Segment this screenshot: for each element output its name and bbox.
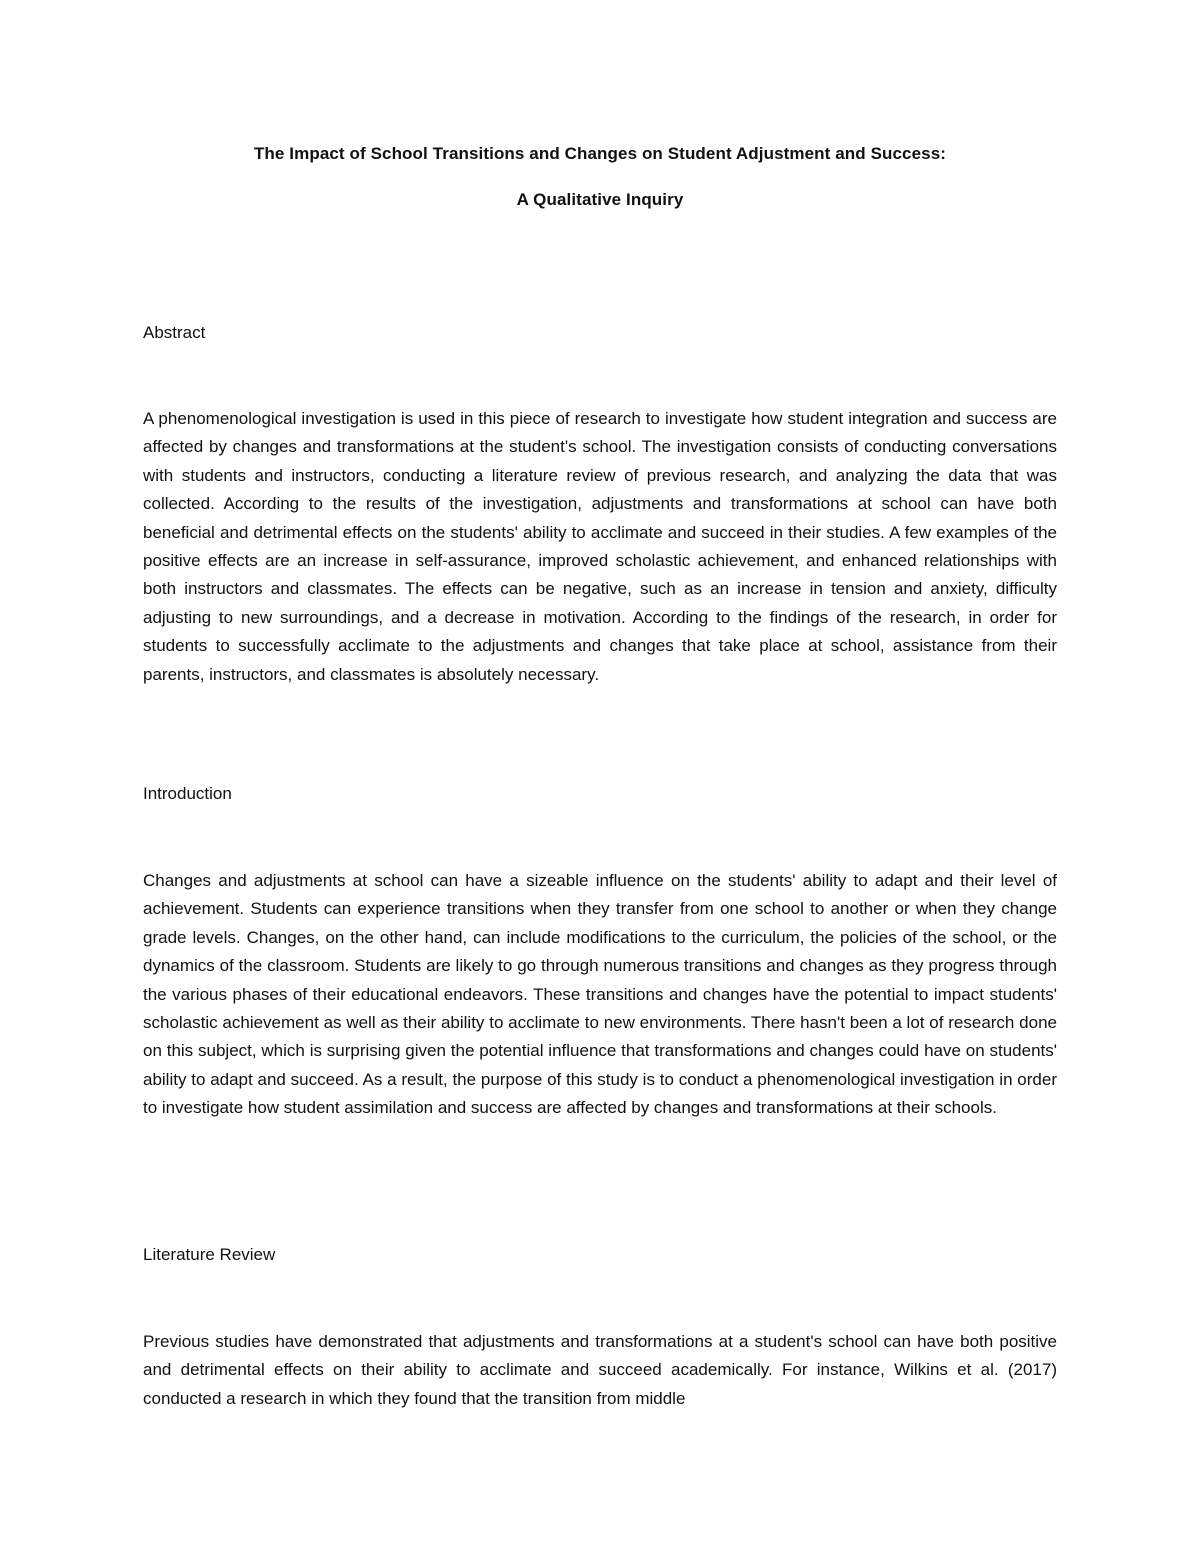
introduction-paragraph: Changes and adjustments at school can have a sizeable influence on the students' ability to adapt and their level of achievement. Students can experience transitions when they transfer from one school to another or when they change grade levels. Changes, on the other hand, can include modifications to the curriculum, the policies of the school, or the dynamics of the classroom. Students are likely to go through numerous transitions and changes as they progress through the various phases of their educational endeavors. These transitions and changes have the potential to impact students' scholastic achievement as well as their ability to acclimate to new environments. There hasn't been a lot of research done on this subject, which is surprising given the potential influence that transformations and changes could have on students' ability to adapt and succeed. As a result, the purpose of this study is to conduct a phenomenological investigation in order to investigate how student assimilation and success are affected by changes and transformations at their schools. [143, 871, 1057, 1118]
section-heading-introduction: Introduction [143, 784, 232, 803]
document-title: The Impact of School Transitions and Changes on Student Adjustment and Success: [253, 144, 947, 163]
abstract-paragraph: A phenomenological investigation is used in this piece of research to investigate how student integration and success are affected by changes and transformations at the student's school. The investigation consists of conducting conversations with students and instructors, conducting a literature review of previous research, and analyzing the data that was collected. According to the results of the investigation, adjustments and transformations at school can have both beneficial and detrimental effects on the students' ability to acclimate and succeed in their studies. A few examples of the positive effects are an increase in self-assurance, improved scholastic achievement, and enhanced relationships with both instructors and classmates. The effects can be negative, such as an increase in tension and anxiety, difficulty adjusting to new surroundings, and a decrease in motivation. According to the findings of the research, in order for students to successfully acclimate to the adjustments and changes that take place at school, assistance from their parents, instructors, and classmates is absolutely necessary. [143, 409, 1057, 684]
document-subtitle: A Qualitative Inquiry [516, 190, 684, 209]
section-heading-literature-review: Literature Review [143, 1245, 276, 1264]
section-heading-abstract: Abstract [143, 323, 206, 342]
literature-review-paragraph: Previous studies have demonstrated that adjustments and transformations at a student's school can have both positive and detrimental effects on their ability to acclimate and succeed academically. For instance, Wilkins et al. (2017) conducted a research in which they found that the transition from middle [143, 1332, 1057, 1408]
